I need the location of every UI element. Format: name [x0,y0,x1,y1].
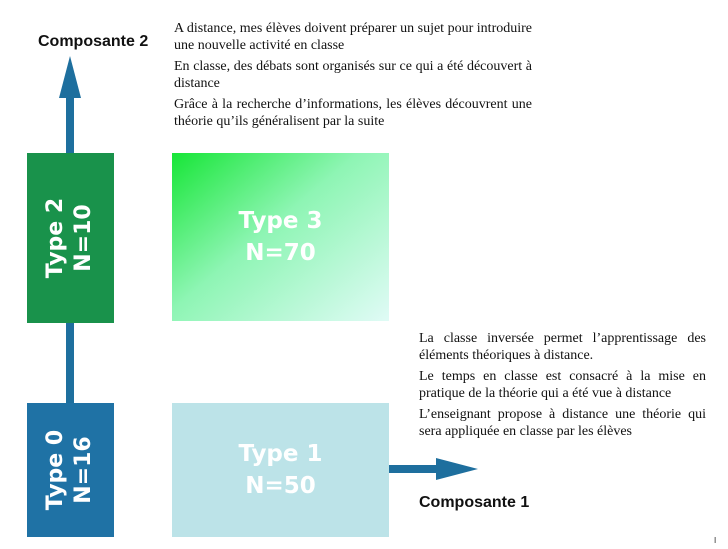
axis-label-component-2: Composante 2 [38,33,149,50]
type-0-name: Type 0 [43,429,69,511]
box-type-1 [172,403,389,537]
box-type-2-label [43,198,99,278]
type-1-name: Type 1 [238,441,323,467]
type-0-count: N=16 [71,436,97,504]
box-type-3 [172,153,389,321]
arrow-up-icon [59,56,81,98]
type-2-count: N=10 [71,204,97,272]
type-1-count: N=50 [245,473,316,499]
box-type-2 [27,153,114,323]
box-type-0-label [43,430,99,510]
type-2-name: Type 2 [43,197,69,279]
type-3-name: Type 3 [238,208,323,234]
notes-right [419,330,706,444]
box-type-0 [27,403,114,537]
note-right-1: La classe inversée permet l’apprentissage des éléments théoriques à distance. [419,331,706,363]
footer-mark: I [714,536,717,545]
arrow-right-icon [436,458,478,480]
note-top-2: En classe, des débats sont organisés sur ce qui a été découvert à distance [174,59,532,91]
axis-label-component-1: Composante 1 [419,494,530,511]
note-right-2: Le temps en classe est consacré à la mise en pratique de la théorie qui a été vue à distance [419,369,706,401]
horizontal-axis [380,465,440,473]
notes-top [174,20,532,134]
type-3-count: N=70 [245,240,316,266]
note-right-3: L’enseignant propose à distance une théorie qui sera appliquée en classe par les élèves [419,407,706,439]
note-top-1: A distance, mes élèves doivent préparer un sujet pour introduire une nouvelle activité en classe [174,21,532,53]
note-top-3: Grâce à la recherche d’informations, les élèves découvrent une théorie qu’ils généralisent par la suite [174,97,532,129]
